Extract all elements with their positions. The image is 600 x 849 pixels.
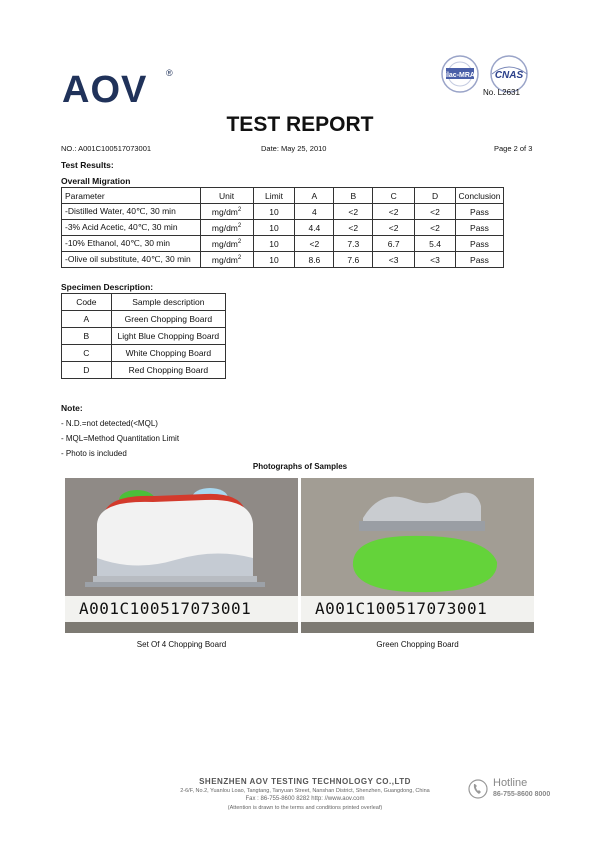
logo-text: AOV <box>62 69 148 111</box>
table-cell: <2 <box>415 220 456 236</box>
table-cell: -3% Acid Acetic, 40℃, 30 min <box>62 220 201 236</box>
migration-heading: Overall Migration <box>61 176 131 186</box>
table-cell: $mg/dm^2$ <box>200 220 253 236</box>
table-cell: <2 <box>334 220 373 236</box>
table-row <box>62 362 226 379</box>
phone-icon <box>468 777 488 801</box>
table-cell: 10 <box>253 204 295 220</box>
note-item: - N.D.=not detected(<MQL) <box>61 419 158 428</box>
table-cell: -10% Ethanol, 40℃, 30 min <box>62 236 201 252</box>
column-header: B <box>334 188 373 204</box>
footer <box>140 778 470 812</box>
page-number: Page 2 of 3 <box>494 144 533 153</box>
table-cell: 5.4 <box>415 236 456 252</box>
table-cell: Pass <box>455 204 503 220</box>
table-cell: B <box>62 328 112 345</box>
table-cell: 4.4 <box>295 220 334 236</box>
column-header: Sample description <box>111 294 225 311</box>
page-title: TEST REPORT <box>226 113 374 136</box>
photo-caption: Green Chopping Board <box>376 640 459 649</box>
table-cell: 10 <box>253 220 295 236</box>
footer-contact: Fax : 86-755-8600 8282 http: //www.aov.com <box>245 796 365 802</box>
column-header: Parameter <box>62 188 201 204</box>
svg-text:CNAS: CNAS <box>494 70 524 81</box>
report-number: NO.: A001C100517073001 <box>61 144 152 153</box>
table-cell: -Olive oil substitute, 40℃, 30 min <box>62 252 201 268</box>
footer-terms: (Attention is drawn to the terms and conditions printed overleaf) <box>227 804 383 811</box>
hotline-label: Hotline <box>493 777 528 789</box>
specimen-table <box>61 293 226 379</box>
table-cell: $mg/dm^2$ <box>200 252 253 268</box>
table-cell: 8.6 <box>295 252 334 268</box>
table-cell: D <box>62 362 112 379</box>
table-row <box>62 311 226 328</box>
table-cell: <2 <box>373 204 415 220</box>
report-date: Date: May 25, 2010 <box>261 144 327 153</box>
table-row <box>62 236 504 252</box>
table-row <box>62 252 504 268</box>
hotline <box>468 777 568 807</box>
hotline-number: 86-755-8600 8000 <box>493 791 551 798</box>
table-cell: <3 <box>373 252 415 268</box>
migration-table <box>61 187 504 268</box>
table-cell: 6.7 <box>373 236 415 252</box>
table-row <box>62 204 504 220</box>
table-cell: 7.3 <box>334 236 373 252</box>
table-cell: 10 <box>253 236 295 252</box>
note-heading: Note: <box>61 403 83 413</box>
table-row <box>62 328 226 345</box>
table-cell: <2 <box>334 204 373 220</box>
column-header: Limit <box>253 188 295 204</box>
table-cell: Light Blue Chopping Board <box>111 328 225 345</box>
table-cell: <2 <box>415 204 456 220</box>
column-header: Conclusion <box>455 188 503 204</box>
table-cell: -Distilled Water, 40℃, 30 min <box>62 204 201 220</box>
table-cell: <3 <box>415 252 456 268</box>
footer-address: 2-6/F, No.2, Yuanlou Loao, Tangtang, Tanyuan Street, Nanshan District, Shenzhen, Guangdong, China <box>180 787 430 794</box>
table-cell: 10 <box>253 252 295 268</box>
table-header-row <box>62 294 226 311</box>
table-cell: $mg/dm^2$ <box>200 236 253 252</box>
sample-label: A001C100517073001 <box>79 599 252 618</box>
photos-heading: Photographs of Samples <box>252 462 348 471</box>
table-cell: <2 <box>373 220 415 236</box>
photo-set-of-boards <box>65 478 298 633</box>
note-item: - Photo is included <box>61 449 127 458</box>
sample-label: A001C100517073001 <box>315 599 488 618</box>
lab-number: No. L2631 <box>483 88 520 97</box>
photo-caption: Set Of 4 Chopping Board <box>136 640 227 649</box>
table-cell: 4 <box>295 204 334 220</box>
column-header: Code <box>62 294 112 311</box>
table-cell: $mg/dm^2$ <box>200 204 253 220</box>
table-cell: A <box>62 311 112 328</box>
column-header: C <box>373 188 415 204</box>
table-cell: Pass <box>455 220 503 236</box>
aov-logo <box>62 70 172 110</box>
note-item: - MQL=Method Quantitation Limit <box>61 434 180 443</box>
table-cell: Pass <box>455 236 503 252</box>
registered-mark: ® <box>166 68 173 78</box>
results-heading: Test Results: <box>61 160 114 170</box>
svg-text:ilac-MRA: ilac-MRA <box>445 72 475 79</box>
column-header: A <box>295 188 334 204</box>
table-cell: White Chopping Board <box>111 345 225 362</box>
table-cell: Red Chopping Board <box>111 362 225 379</box>
column-header: D <box>415 188 456 204</box>
table-cell: Pass <box>455 252 503 268</box>
table-cell: <2 <box>295 236 334 252</box>
table-cell: 7.6 <box>334 252 373 268</box>
table-cell: C <box>62 345 112 362</box>
table-row <box>62 220 504 236</box>
column-header: Unit <box>200 188 253 204</box>
specimen-heading: Specimen Description: <box>61 282 154 292</box>
footer-company: SHENZHEN AOV TESTING TECHNOLOGY CO.,LTD <box>199 777 411 786</box>
photo-green-board <box>301 478 534 633</box>
table-header-row <box>62 188 504 204</box>
table-cell: Green Chopping Board <box>111 311 225 328</box>
table-row <box>62 345 226 362</box>
